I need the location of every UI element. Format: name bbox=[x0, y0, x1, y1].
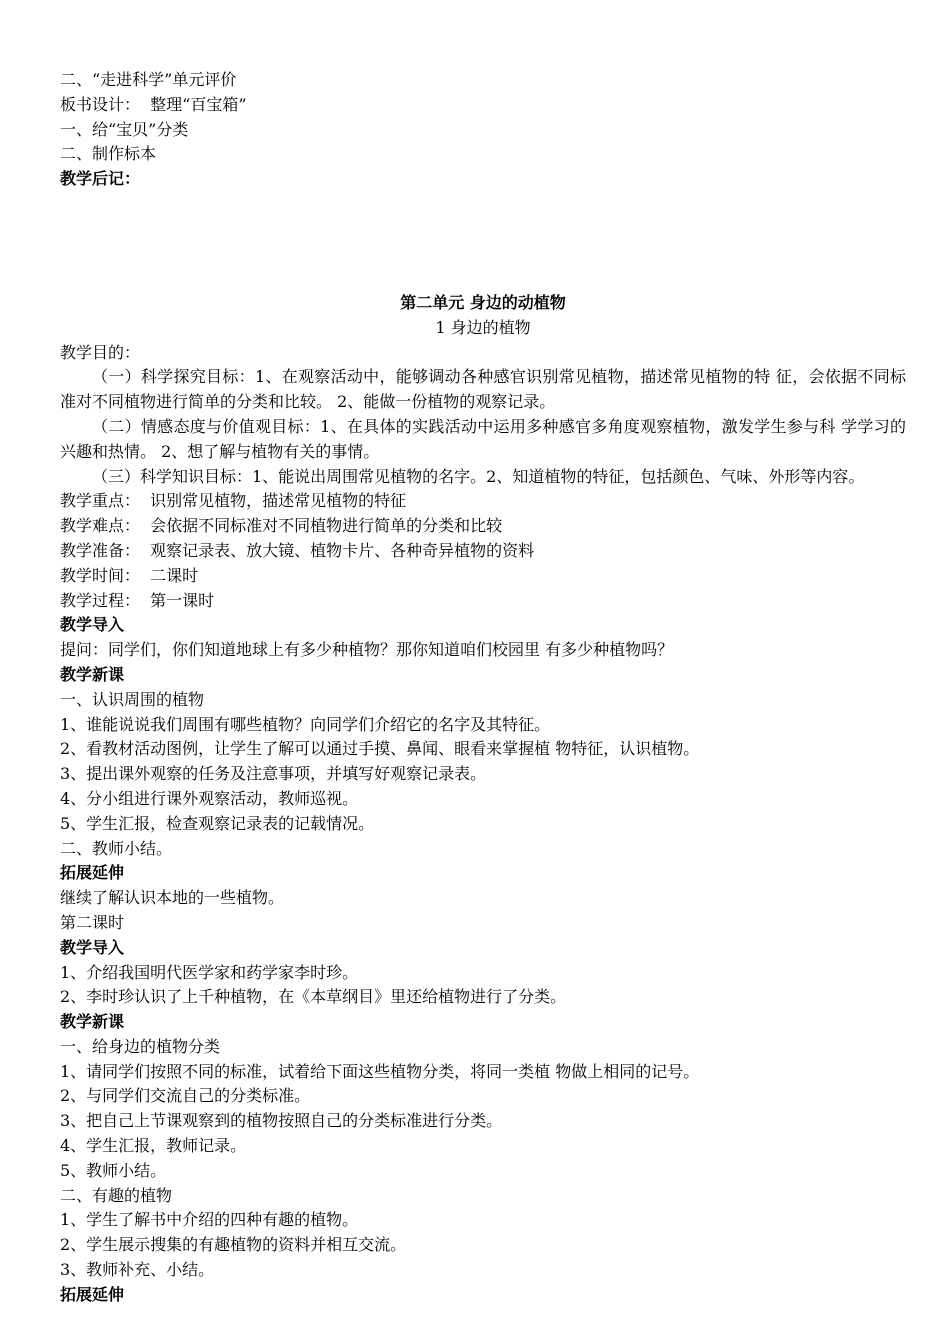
document-page bbox=[60, 68, 906, 1308]
time-line: 教学时间： 二课时 bbox=[60, 565, 199, 585]
process-line: 教学过程： 第一课时 bbox=[60, 590, 215, 610]
list-item: 1、学生了解书中介绍的四种有趣的植物。 bbox=[60, 1210, 359, 1230]
list-item: 继续了解认识本地的一些植物。 bbox=[60, 888, 285, 908]
board-item: 一、给“宝贝”分类 bbox=[60, 119, 189, 139]
list-item: 1、介绍我国明代医学家和药学家李时珍。 bbox=[60, 962, 359, 982]
subsection-heading: 二、教师小结。 bbox=[60, 838, 173, 858]
list-item: 3、把自己上节课观察到的植物按照自己的分类标准进行分类。 bbox=[60, 1111, 503, 1131]
section-heading: 教学导入 bbox=[60, 937, 125, 957]
unit-title: 第二单元 身边的动植物 bbox=[400, 292, 566, 312]
list-item: 3、教师补充、小结。 bbox=[60, 1260, 215, 1280]
lesson-title: 1 身边的植物 bbox=[435, 317, 531, 337]
section-heading: 拓展延伸 bbox=[60, 863, 125, 883]
list-item: 4、分小组进行课外观察活动，教师巡视。 bbox=[60, 788, 359, 808]
goals-heading: 教学目的： bbox=[60, 342, 141, 362]
blank-space bbox=[60, 192, 906, 291]
list-item: 5、教师小结。 bbox=[60, 1160, 167, 1180]
list-item: 2、李时珍认识了上千种植物，在《本草纲目》里还给植物进行了分类。 bbox=[60, 987, 567, 1007]
lesson-label: 第二课时 bbox=[60, 912, 125, 932]
subsection-heading: 一、认识周围的植物 bbox=[60, 689, 205, 709]
unit-evaluation-line: 二、“走进科学”单元评价 bbox=[60, 70, 237, 89]
subsection-heading: 二、有趣的植物 bbox=[60, 1185, 173, 1205]
section-heading: 教学导入 bbox=[60, 615, 125, 635]
board-design-line: 板书设计： 整理“百宝箱” bbox=[60, 94, 247, 114]
subsection-heading: 一、给身边的植物分类 bbox=[60, 1036, 221, 1056]
list-item: 1、请同学们按照不同的标准，试着给下面这些植物分类，将同一类植 物做上相同的记号。 bbox=[60, 1061, 700, 1081]
section-heading: 教学新课 bbox=[60, 1012, 125, 1032]
list-item: 2、学生展示搜集的有趣植物的资料并相互交流。 bbox=[60, 1235, 407, 1255]
list-item: 2、与同学们交流自己的分类标准。 bbox=[60, 1086, 311, 1106]
goal-paragraph: （三）科学知识目标：1、能说出周围常见植物的名字。2、知道植物的特征，包括颜色、气味、外形等内容。 bbox=[92, 466, 865, 486]
goal-paragraph: （二）情感态度与价值观目标：1、在具体的实践活动中运用多种感官多角度观察植物，激发学生参与科 学学习的兴趣和热情。 2、想了解与植物有关的事情。 bbox=[60, 416, 906, 461]
board-item: 二、制作标本 bbox=[60, 144, 157, 164]
afterword-heading: 教学后记： bbox=[60, 169, 141, 189]
goal-paragraph: （一）科学探究目标：1、在观察活动中，能够调动各种感官识别常见植物，描述常见植物的特 征，会依据不同标准对不同植物进行简单的分类和比较。 2、能做一份植物的观察记录。 bbox=[60, 367, 906, 412]
list-item: 1、谁能说说我们周围有哪些植物？向同学们介绍它的名字及其特征。 bbox=[60, 714, 551, 734]
section-heading: 拓展延伸 bbox=[60, 1284, 125, 1304]
list-item: 5、学生汇报，检查观察记录表的记载情况。 bbox=[60, 813, 375, 833]
list-item: 3、提出课外观察的任务及注意事项，并填写好观察记录表。 bbox=[60, 764, 487, 784]
key-points-line: 教学重点： 识别常见植物，描述常见植物的特征 bbox=[60, 491, 407, 511]
section-heading: 教学新课 bbox=[60, 664, 125, 684]
difficulty-line: 教学难点： 会依据不同标准对不同植物进行简单的分类和比较 bbox=[60, 516, 503, 536]
list-item: 提问：同学们，你们知道地球上有多少种植物？那你知道咱们校园里 有多少种植物吗？ bbox=[60, 640, 674, 660]
list-item: 4、学生汇报，教师记录。 bbox=[60, 1136, 247, 1156]
list-item: 2、看教材活动图例，让学生了解可以通过手摸、鼻闻、眼看来掌握植 物特征，认识植物。 bbox=[60, 739, 700, 759]
preparation-line: 教学准备： 观察记录表、放大镜、植物卡片、各种奇异植物的资料 bbox=[60, 540, 535, 560]
